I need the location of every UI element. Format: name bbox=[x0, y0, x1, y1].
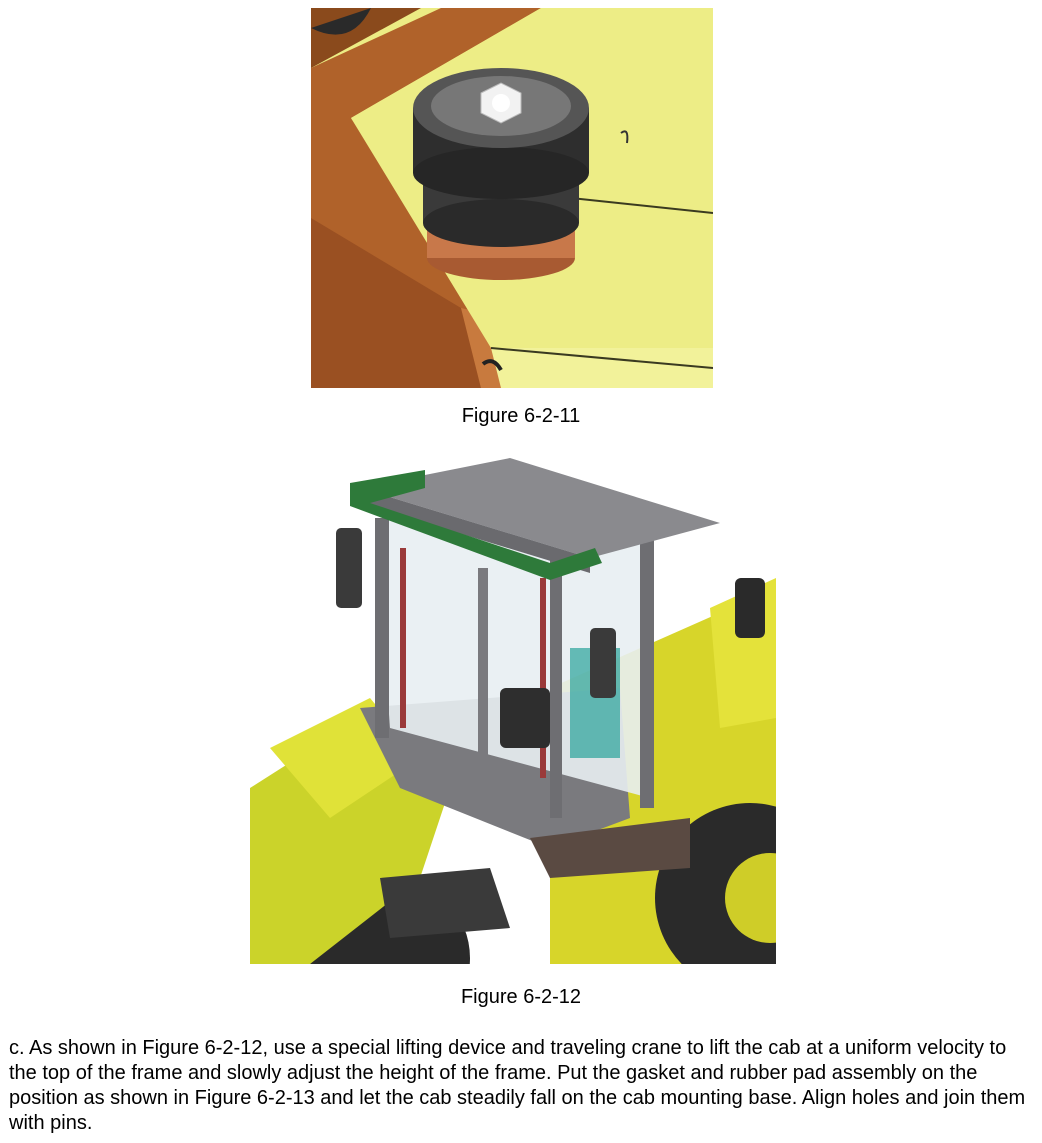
figure-6-2-11-image bbox=[311, 8, 713, 388]
figure-6-2-12-image bbox=[250, 458, 776, 964]
instruction-paragraph: c. As shown in Figure 6-2-12, use a special lifting device and traveling crane to lift the cab at a uniform velocity to the top of the frame and slowly adjust the height of the frame. Put the gasket and rubber pad assembly on the position as shown in Figure 6-2-13 and let the cab steadily fall on the cab mounting base. Align holes and join them with pins. bbox=[9, 1037, 1026, 1134]
figure-caption: Figure 6-2-11 bbox=[461, 405, 581, 427]
figure-caption: Figure 6-2-12 bbox=[460, 986, 582, 1008]
